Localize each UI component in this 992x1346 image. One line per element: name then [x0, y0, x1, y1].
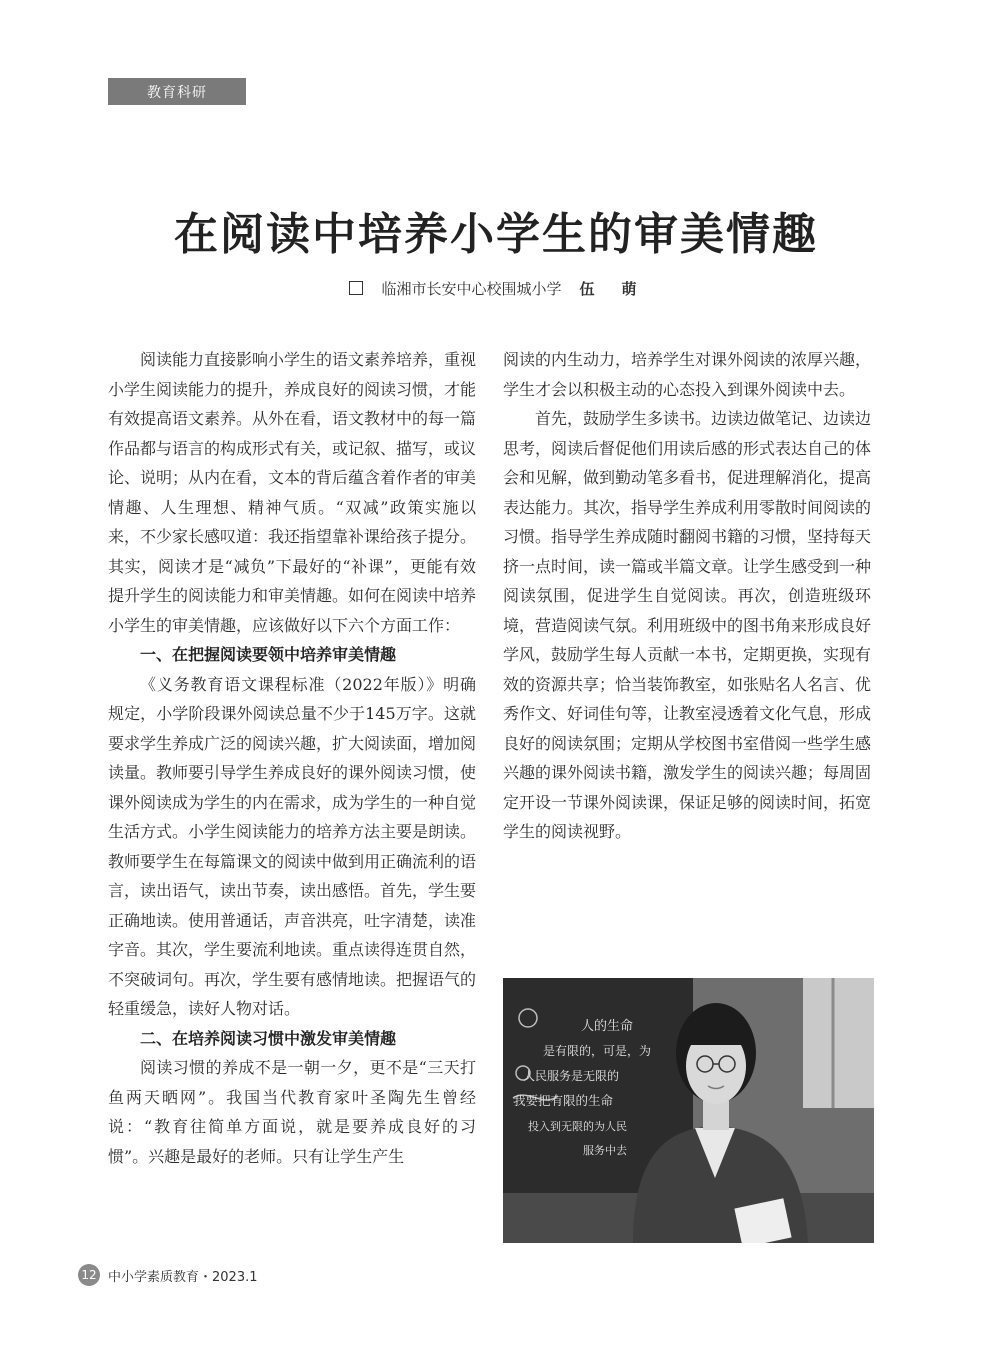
paragraph: 阅读习惯的养成不是一朝一夕，更不是“三天打鱼两天晒网”。我国当代教育家叶圣陶先生曾经说：“教育往简单方面说，就是要养成良好的习惯”。兴趣是最好的老师。只有让学生产生 — [108, 1058, 476, 1166]
paragraph: 首先，鼓励学生多读书。边读边做笔记、边读边思考，阅读后督促他们用读后感的形式表达自己的体会和见解，做到勤动笔多看书，促进理解消化，提高表达能力。其次，指导学生养成利用零散时间阅读的习惯。指导学生养成随时翻阅书籍的习惯，坚持每天挤一点时间，读一篇或半篇文章。让学生感受到一种阅读氛围，促进学生自觉阅读。再次，创造班级环境，营造阅读气氛。利用班级中的图书角来形成良好学风，鼓励学生每人贡献一本书，定期更换，实现有效的资源共享；恰当装饰教室，如张贴名人名言、优秀作文、好词佳句等，让教室浸透着文化气息，形成良好的阅读氛围；定期从学校图书室借阅一些学生感兴趣的课外阅读书籍，激发学生的阅读兴趣；每周固定开设一节课外阅读课，保证足够的阅读时间，拓宽学生的阅读视野。 — [503, 409, 872, 841]
section-tag: 教育科研 — [108, 78, 246, 105]
section-heading-1: 一、在把握阅读要领中培养审美情趣 — [140, 645, 397, 664]
journal-name: 中小学素质教育・2023.1 — [108, 1269, 258, 1285]
board-text-line: 我要把有限的生命 — [513, 1093, 614, 1108]
board-text-line: 人民服务是无限的 — [523, 1069, 620, 1083]
paragraph: 阅读能力直接影响小学生的语文素养培养，重视小学生阅读能力的提升，养成良好的阅读习惯，才能有效提高语文素养。从外在看，语文教材中的每一篇作品都与语言的构成形式有关，或记叙、描写，或议论、说明；从内在看，文本的背后蕴含着作者的审美情趣、人生理想、精神气质。“双减”政策实施以来，不少家长感叹道：我还指望靠补课给孩子提分。其实，阅读才是“减负”下最好的“补课”，更能有效提升学生的阅读能力和审美情趣。如何在阅读中培养小学生的审美情趣，应该做好以下六个方面工作： — [108, 350, 477, 635]
article-title: 在阅读中培养小学生的审美情趣 — [174, 209, 818, 260]
author-name: 伍 萌 — [579, 280, 643, 298]
board-text-line: 服务中去 — [583, 1144, 627, 1157]
square-icon — [349, 281, 363, 295]
board-text-line: 是有限的，可是，为 — [543, 1044, 652, 1058]
page-number: 12 — [78, 1264, 100, 1286]
author-photo — [503, 978, 874, 1243]
author-affiliation: 临湘市长安中心校围城小学 — [381, 280, 562, 298]
byline — [0, 278, 992, 299]
paragraph: 《义务教育语文课程标准（2022年版）》明确规定，小学阶段课外阅读总量不少于145万字。这就要求学生养成广泛的阅读兴趣，扩大阅读面，增加阅读量。教师要引导学生养成良好的课外阅读习惯，使课外阅读成为学生的内在需求，成为学生的一种自觉生活方式。小学生阅读能力的培养方法主要是朗读。教师要学生在每篇课文的阅读中做到用正确流利的语言，读出语气，读出节奏，读出感悟。首先，学生要正确地读。使用普通话，声音洪亮，吐字清楚，读准字音。其次，学生要流利地读。重点读得连贯自然，不突破词句。再次，学生要有感情地读。把握语气的轻重缓急，读好人物对话。 — [108, 674, 477, 1018]
board-text-line: 人的生命 — [581, 1019, 634, 1034]
board-text-line: 投入到无限的为人民 — [528, 1120, 627, 1133]
left-column — [108, 345, 476, 1171]
paragraph: 阅读的内生动力，培养学生对课外阅读的浓厚兴趣，学生才会以积极主动的心态投入到课外阅读中去。 — [503, 350, 872, 399]
photo-illustration — [503, 978, 874, 1243]
page-footer — [78, 1264, 258, 1286]
section-heading-2: 二、在培养阅读习惯中激发审美情趣 — [140, 1028, 397, 1048]
right-column — [503, 345, 871, 847]
